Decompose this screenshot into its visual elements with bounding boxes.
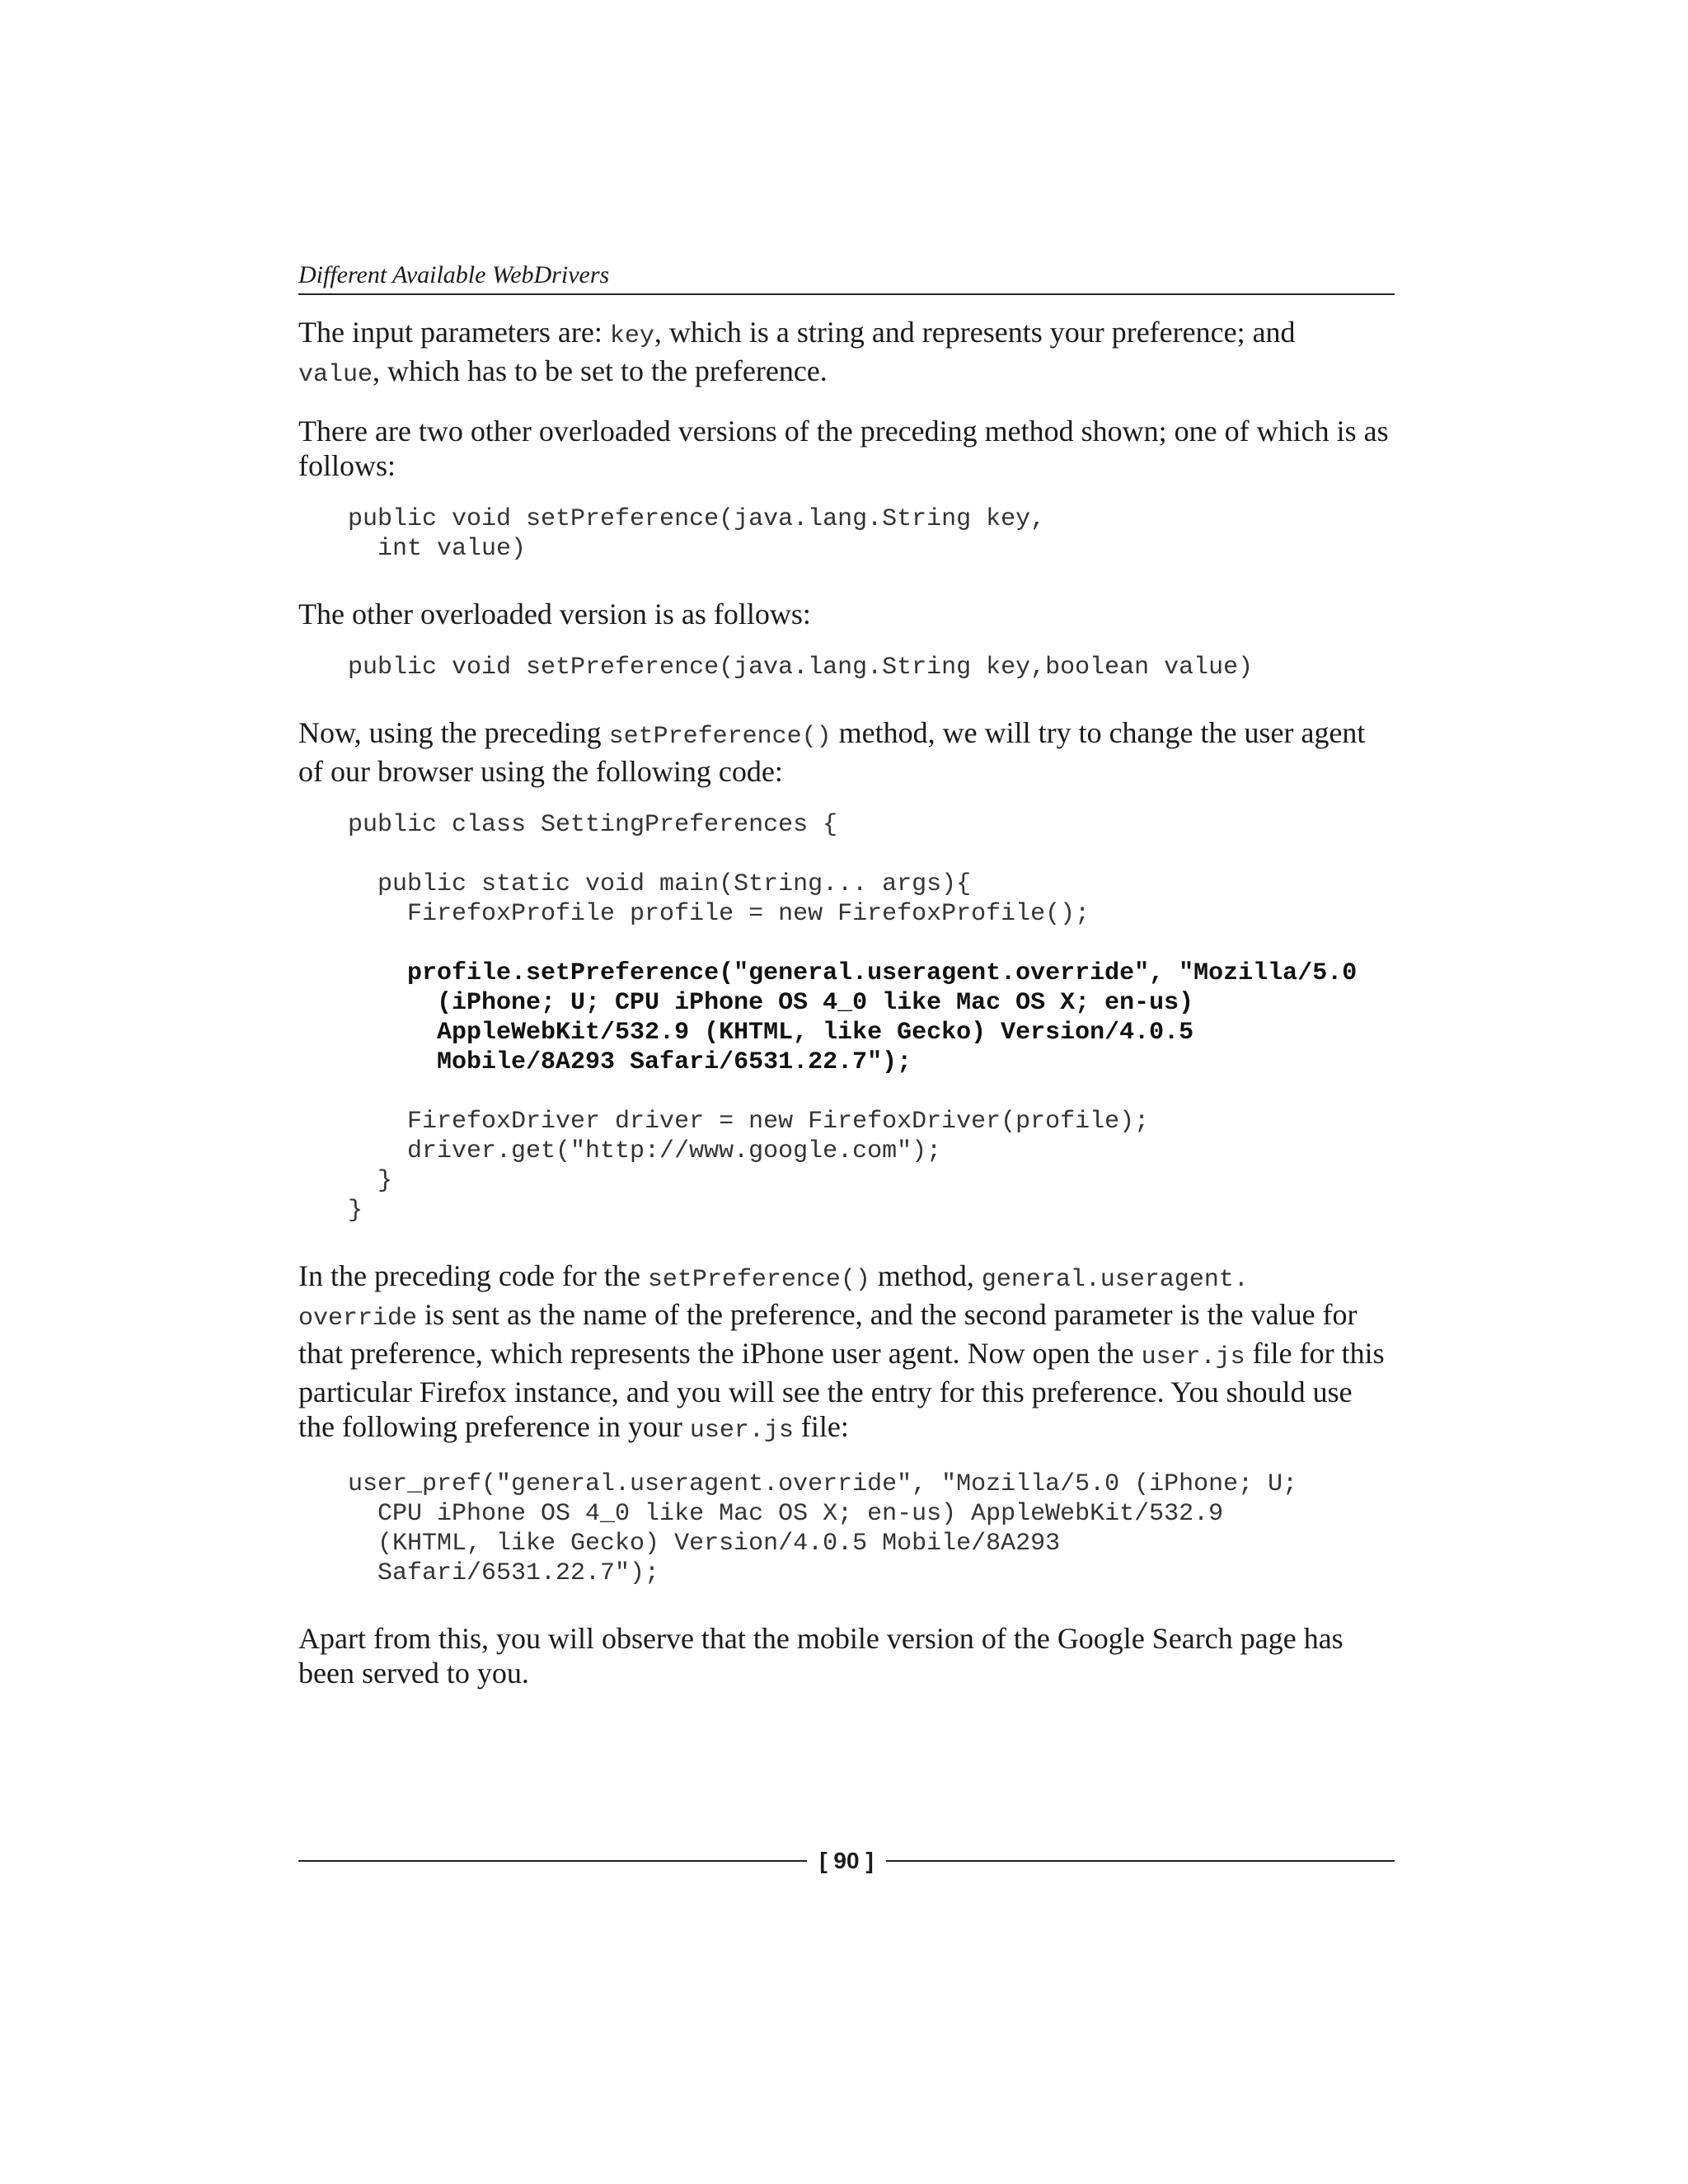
code-line: public static void main(String... args){ bbox=[348, 870, 972, 898]
text-run: file: bbox=[793, 1410, 849, 1443]
code-line: public void setPreference(java.lang.String key, bbox=[348, 505, 1046, 533]
inline-code-general-useragent: general.useragent. bbox=[981, 1266, 1249, 1294]
page-number: [ 90 ] bbox=[819, 1848, 874, 1873]
inline-code-user-js: user.js bbox=[689, 1417, 794, 1445]
code-line: public void setPreference(java.lang.String key,boolean value) bbox=[348, 654, 1254, 682]
code-block-setting-preferences bbox=[348, 810, 1395, 1226]
code-block-user-pref bbox=[348, 1469, 1395, 1588]
book-page bbox=[298, 0, 1395, 2184]
code-line: FirefoxDriver driver = new FirefoxDriver(profile); bbox=[348, 1108, 1150, 1136]
code-line-bold: profile.setPreference("general.useragent.override", "Mozilla/5.0 bbox=[348, 959, 1357, 987]
text-run: , which is a string and represents your preference; and bbox=[654, 316, 1296, 349]
code-line-bold: (iPhone; U; CPU iPhone OS 4_0 like Mac OS X; en-us) bbox=[348, 989, 1194, 1017]
text-run: file for this particular Firefox instance, and you will see the entry for this preference. You should use the following preference in your bbox=[298, 1337, 1385, 1443]
paragraph-user-agent-intro bbox=[298, 715, 1395, 789]
running-header-title: Different Available WebDrivers bbox=[298, 261, 610, 288]
paragraph-preceding-code-explanation bbox=[298, 1258, 1395, 1448]
text-run: Now, using the preceding bbox=[298, 716, 609, 749]
paragraph-mobile-version: Apart from this, you will observe that the mobile version of the Google Search page has been served to you. bbox=[298, 1622, 1343, 1690]
code-line: } bbox=[348, 1167, 393, 1195]
inline-code-user-js: user.js bbox=[1141, 1343, 1245, 1371]
inline-code-override: override bbox=[298, 1305, 418, 1333]
page-footer bbox=[298, 1844, 1395, 1877]
running-header bbox=[298, 260, 1395, 295]
code-line: Safari/6531.22.7"); bbox=[348, 1559, 660, 1587]
code-line: public class SettingPreferences { bbox=[348, 811, 838, 839]
text-run: The input parameters are: bbox=[298, 316, 610, 349]
code-line: driver.get("http://www.google.com"); bbox=[348, 1137, 942, 1165]
page-content bbox=[298, 315, 1395, 1712]
paragraph-other-overload: The other overloaded version is as follows: bbox=[298, 598, 811, 630]
code-line: FirefoxProfile profile = new FirefoxProfile(); bbox=[348, 900, 1090, 928]
code-block-boolean-overload bbox=[348, 653, 1395, 682]
footer-rule-right bbox=[886, 1860, 1395, 1862]
code-line: } bbox=[348, 1197, 363, 1225]
code-line: CPU iPhone OS 4_0 like Mac OS X; en-us) AppleWebKit/532.9 bbox=[348, 1500, 1224, 1528]
code-line-bold: AppleWebKit/532.9 (KHTML, like Gecko) Version/4.0.5 bbox=[348, 1019, 1194, 1047]
code-line: int value) bbox=[348, 535, 527, 563]
inline-code-setpreference: setPreference() bbox=[647, 1266, 870, 1294]
code-line-bold: Mobile/8A293 Safari/6531.22.7"); bbox=[348, 1048, 912, 1076]
paragraph-overloaded-versions: There are two other overloaded versions of the preceding method shown; one of which is as follows: bbox=[298, 415, 1389, 482]
paragraph-input-parameters bbox=[298, 315, 1395, 392]
inline-code-key: key bbox=[609, 322, 654, 350]
code-line: (KHTML, like Gecko) Version/4.0.5 Mobile/8A293 bbox=[348, 1530, 1061, 1558]
footer-rule-left bbox=[298, 1860, 807, 1862]
text-run: method, bbox=[870, 1259, 982, 1292]
code-line: user_pref("general.useragent.override", "Mozilla/5.0 (iPhone; U; bbox=[348, 1470, 1298, 1498]
text-run: method, we will try to change the user agent of our browser using the following code: bbox=[298, 716, 1366, 788]
text-run: In the preceding code for the bbox=[298, 1259, 648, 1292]
code-block-int-overload bbox=[348, 504, 1395, 564]
inline-code-setpreference: setPreference() bbox=[608, 723, 832, 751]
text-run: , which has to be set to the preference. bbox=[373, 354, 828, 387]
text-run: is sent as the name of the preference, and the second parameter is the value for that preference, which represents the iPhone user agent. Now open the bbox=[298, 1298, 1357, 1370]
inline-code-value: value bbox=[298, 361, 373, 389]
